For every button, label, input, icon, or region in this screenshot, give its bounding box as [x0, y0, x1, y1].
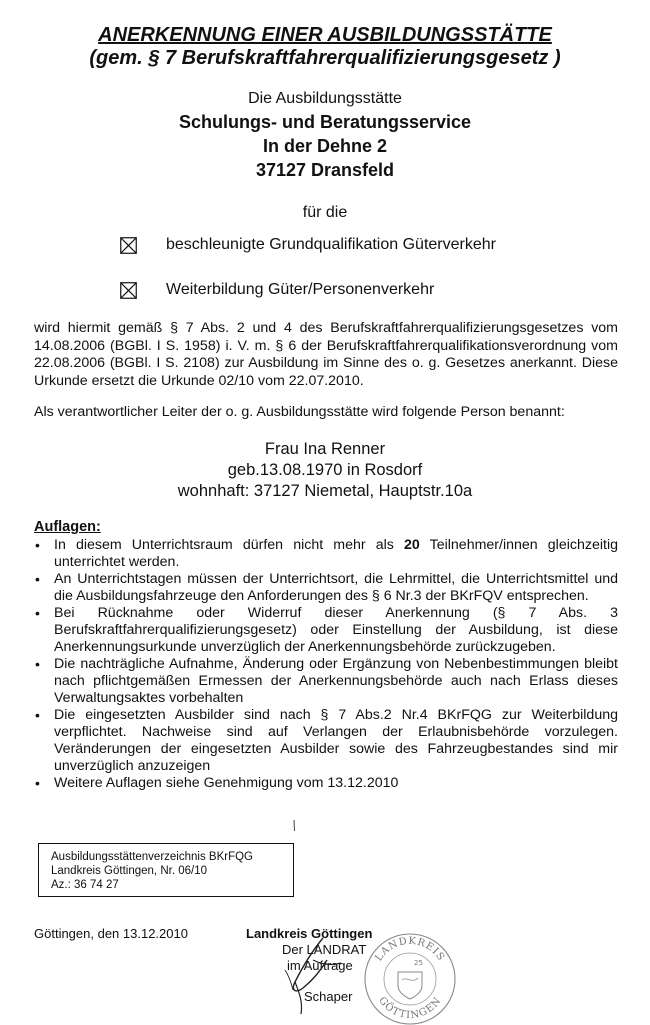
scope-item-label: Weiterbildung Güter/Personenverkehr — [166, 281, 435, 298]
condition-text: Die nachträgliche Aufnahme, Änderung oder Ergänzung von Nebenbestimmungen bleibt nach pflichtgemäßen Ermessen der Anerkennungsbehörde auch nach Erlass dieses Verwaltungsaktes vorbehalten — [54, 656, 618, 706]
signatory-name: Schaper — [304, 989, 353, 1004]
condition-text: An Unterrichtstagen müssen der Unterrichtsort, die Lehrmittel, die Unterrichtsmittel und die Ausbildungsfahrzeuge den Anforderungen des § 6 Nr.3 der BKrFQV entsprechen. — [54, 571, 618, 604]
register-line: Landkreis Göttingen, Nr. 06/10 — [51, 865, 207, 877]
list-item — [34, 537, 618, 571]
seal-text-top: LANDKREIS — [373, 935, 447, 964]
person-address: wohnhaft: 37127 Niemetal, Hauptstr.10a — [177, 482, 473, 500]
conditions-heading: Auflagen: — [34, 519, 101, 535]
person-name: Frau Ina Renner — [264, 440, 386, 458]
signatory-title: Der LANDRAT — [282, 942, 367, 957]
svg-text:LANDKREIS — [373, 936, 446, 964]
condition-text: Weitere Auflagen siehe Genehmigung vom 13.12.2010 — [54, 775, 399, 791]
ink-mark-icon — [290, 819, 298, 833]
checked-box-icon — [120, 237, 137, 254]
document-subtitle: (gem. § 7 Berufskraftfahrerqualifizierungsgesetz ) — [89, 47, 561, 69]
bullet-icon: • — [35, 571, 40, 587]
document-title: ANERKENNUNG EINER AUSBILDUNGSSTÄTTE — [98, 24, 552, 46]
institution-intro: Die Ausbildungsstätte — [248, 90, 402, 107]
institution-city: 37127 Dransfeld — [255, 160, 395, 180]
conditions-list — [34, 537, 618, 792]
list-item — [34, 571, 618, 605]
register-line: Ausbildungsstättenverzeichnis BKrFQG — [51, 851, 253, 863]
list-item — [34, 656, 618, 707]
list-item — [34, 775, 618, 792]
recognition-paragraph: wird hiermit gemäß § 7 Abs. 2 und 4 des Berufskraftfahrerqualifizierungsgesetzes vom 14.08.2006 (BGBl. I S. 1958) i. V. m. § 6 der Berufskraftfahrerqualifikationsverordnung vom 22.08.2006 (BGBl. I S. 2108) zur Ausbildung im Sinne des o. g. Gesetzes anerkannt. Diese Urkunde ersetzt die Urkunde 02/10 vom 22.07.2010. — [34, 320, 618, 389]
condition-text-after: Teilnehmer/innen gleichzeitig unterrichtet werden. — [54, 537, 618, 570]
condition-text: Die eingesetzten Ausbilder sind nach § 7 Abs.2 Nr.4 BKrFQG zur Weiterbildung verpflichtet. Nachweise sind auf Verlangen der Erlaubnisbehörde vorzulegen. Veränderungen der eingesetzten Ausbilder sowie des Fahrzeugbestandes sind mir unverzüglich anzuzeigen — [54, 707, 618, 774]
institution-street: In der Dehne 2 — [262, 136, 388, 156]
condition-text-before: In diesem Unterrichtsraum dürfen nicht mehr als — [54, 537, 404, 553]
signatory-on-behalf: im Auftrage — [287, 958, 353, 973]
checked-box-icon — [120, 282, 137, 299]
bullet-icon: • — [35, 656, 40, 672]
bullet-icon: • — [35, 707, 40, 723]
list-item — [34, 707, 618, 775]
register-reference: Az.: 36 74 27 — [51, 879, 119, 891]
list-item — [34, 605, 618, 656]
condition-text: Bei Rücknahme oder Widerruf dieser Anerkennung (§ 7 Abs. 3 Berufskraftfahrerqualifizierungsgesetz) oder Einstellung der Ausbildung, ist diese Anerkennungsurkunde unverzüglich der Anerkennungsbehörde zurückzugeben. — [54, 605, 618, 655]
issuing-authority: Landkreis Göttingen — [246, 926, 373, 941]
condition-participant-limit: 20 — [403, 537, 420, 553]
scope-item-label: beschleunigte Grundqualifikation Güterverkehr — [166, 236, 496, 253]
scope-label: für die — [302, 204, 348, 221]
seal-text-bottom: GÖTTINGEN — [376, 995, 444, 1022]
official-seal-icon — [360, 930, 460, 1025]
bullet-icon: • — [35, 605, 40, 621]
person-birth: geb.13.08.1970 in Rosdorf — [227, 461, 423, 479]
handwritten-signature — [255, 930, 375, 1020]
place-date: Göttingen, den 13.12.2010 — [34, 926, 188, 941]
manager-intro-paragraph: Als verantwortlicher Leiter der o. g. Ausbildungsstätte wird folgende Person benannt: — [34, 404, 565, 420]
seal-number: 25 — [414, 959, 423, 967]
institution-name: Schulungs- und Beratungsservice — [178, 112, 472, 132]
register-box — [38, 843, 294, 897]
bullet-icon: • — [35, 537, 40, 553]
bullet-icon: • — [35, 775, 40, 791]
